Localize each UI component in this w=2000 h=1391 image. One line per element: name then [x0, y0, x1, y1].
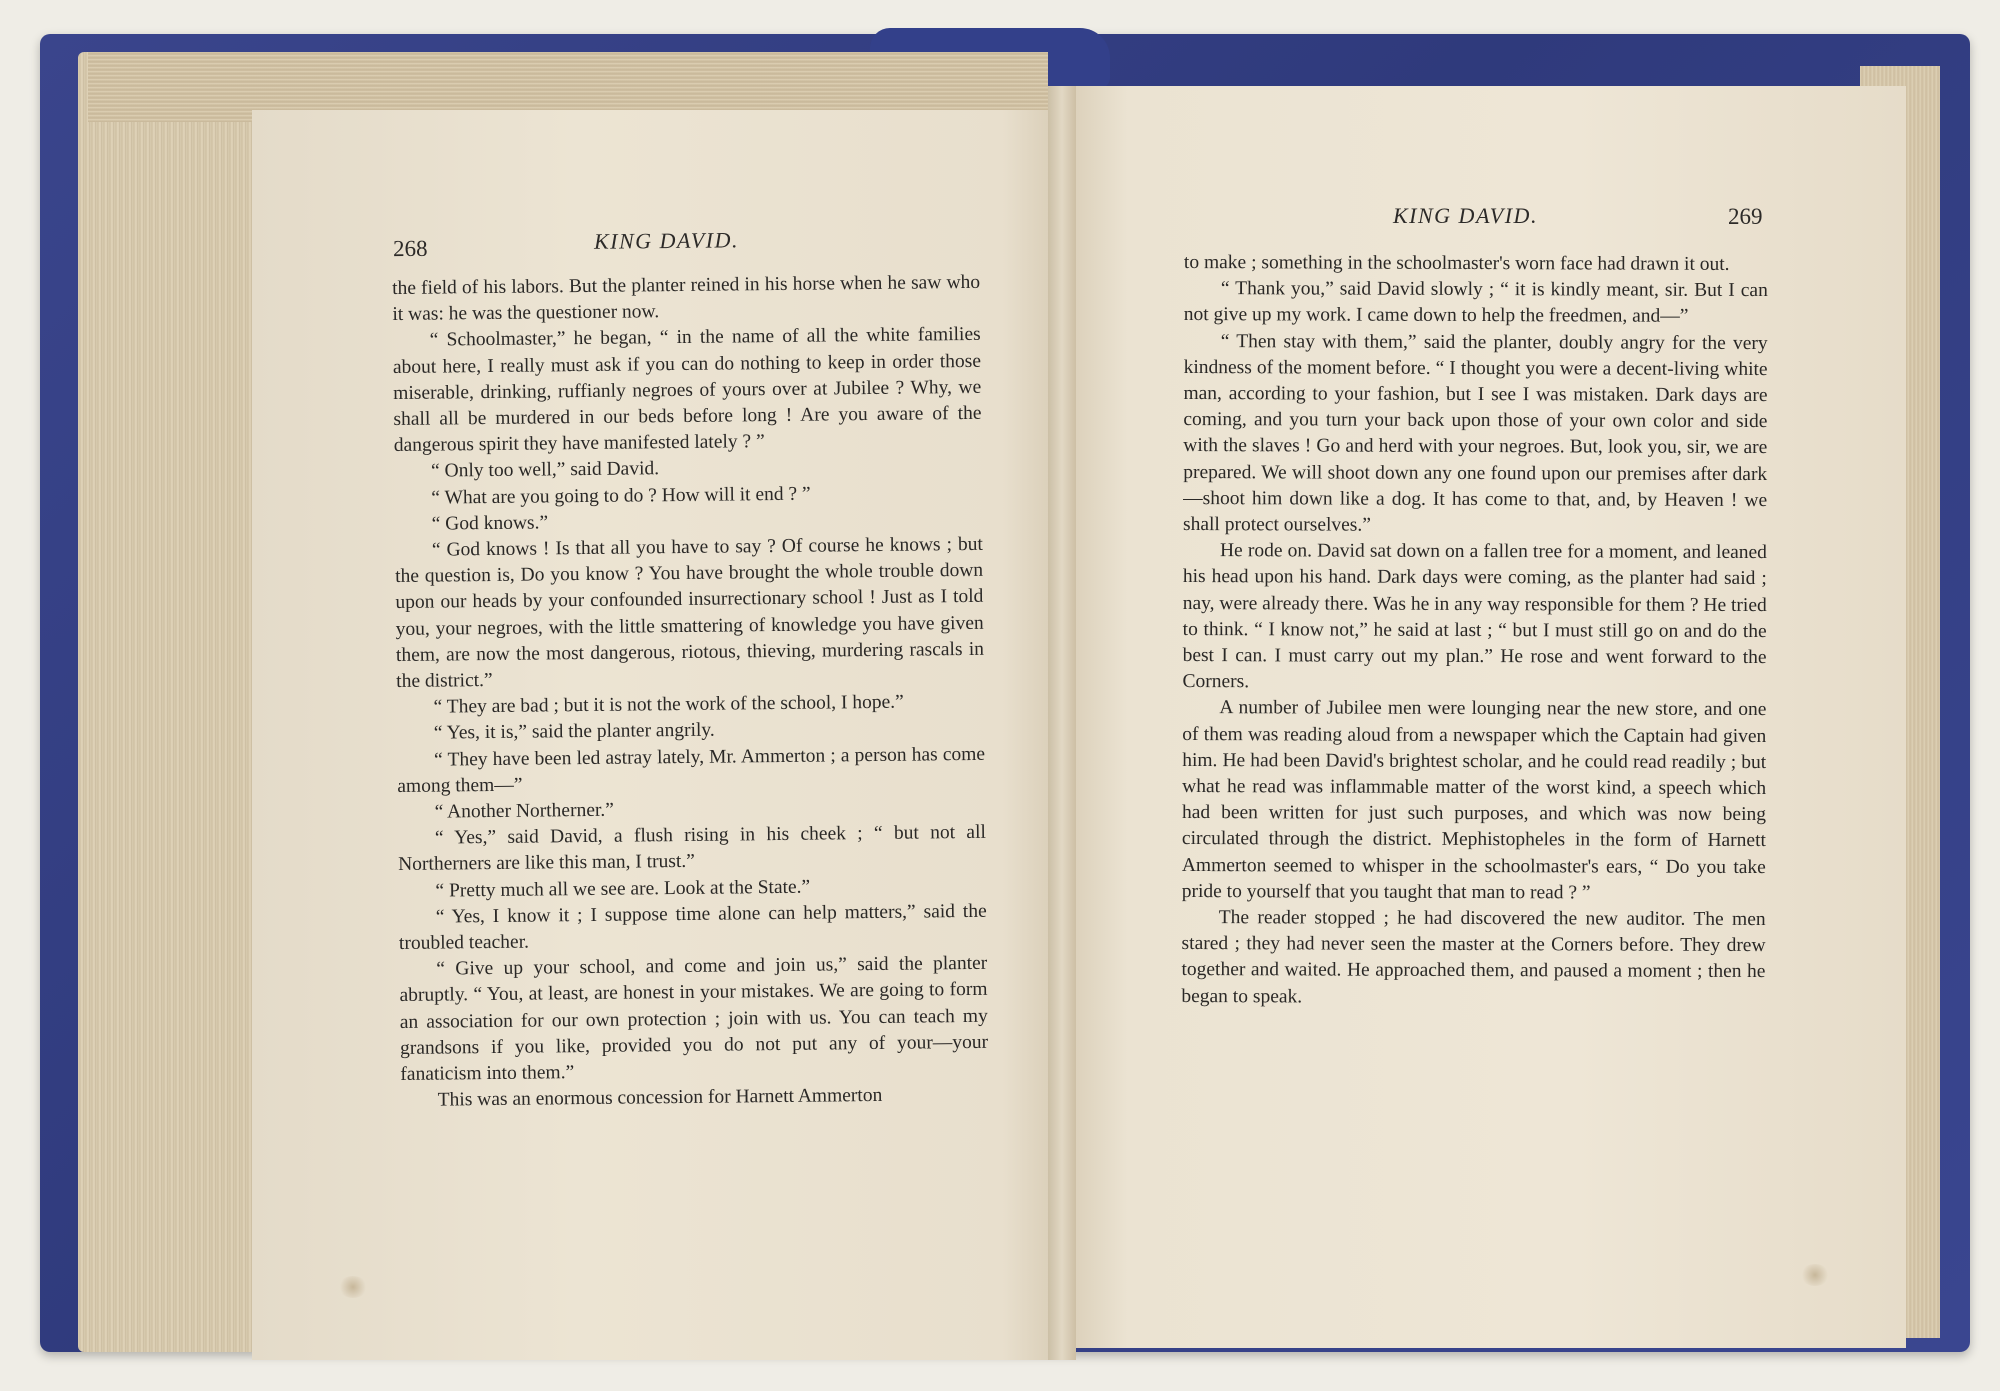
- paragraph: “ Pretty much all we see are. Look at the State.”: [435, 876, 811, 902]
- paragraph: He rode on. David sat down on a fallen tree for a moment, and leaned his head upon his hand. Dark days were coming, as the planter had said ; nay, were already there. Was he in any way responsible for them ? He tried to think. “ I know not,” he said at last ; “ but I must still go on and do the best I can. I must carry out my plan.” He rose and went forward to the Corners.: [1182, 540, 1767, 693]
- paragraph: This was an enormous concession for Harnett Ammerton: [437, 1085, 883, 1111]
- paragraph: “ Give up your school, and come and join us,” said the planter abruptly. “ You, at least, are honest in your mistakes. We are going to form an association for our own protection ; join with us. You can teach my grandsons if you like, provided you do not put any of your—your fanaticism into them.”: [399, 953, 989, 1086]
- paragraph: “ They have been led astray lately, Mr. Ammerton ; a person has come among them—”: [397, 743, 986, 797]
- paragraph: “ What are you going to do ? How will it end ? ”: [431, 483, 811, 509]
- paragraph: “ Only too well,” said David.: [430, 458, 660, 483]
- left-page-number: 268: [392, 235, 428, 262]
- paragraph: “ God knows ! Is that all you have to say ? Of course he knows ; but the question is, Do you know ? You have brought the whole trouble down upon our heads by your confounded insurrectionary school ! Just as I told you, your negroes, with the little smattering of knowledge you have given them, are now the most dangerous, riotous, thieving, murdering rascals in the district.”: [395, 533, 985, 693]
- paragraph: to make ; something in the schoolmaster's worn face had drawn it out.: [1183, 251, 1730, 275]
- paragraph: “ God knows.”: [431, 512, 549, 535]
- right-page-text: [1181, 250, 1768, 1012]
- paragraph: “ They are bad ; but it is not the work of the school, I hope.”: [433, 691, 904, 718]
- page-stain: [1800, 1264, 1830, 1286]
- paragraph: The reader stopped ; he had discovered the new auditor. The men stared ; they had never seen the master at the Corners before. They drew together and waited. He approached them, and paused a moment ; then he began to speak.: [1181, 907, 1766, 1008]
- paragraph: “ Yes,” said David, a flush rising in his cheek ; “ but not all Northerners are like this man, I trust.”: [398, 822, 986, 876]
- paragraph: “ Schoolmaster,” he began, “ in the name of all the white families about here, I really must ask if you can do nothing to keep in order those miserable, drinking, ruffianly negroes of yours over at Jubilee ? Why, we shall all be murdered in our beds before long ! Are you aware of the dangerous spirit they have manifested lately ? ”: [392, 324, 982, 457]
- paragraph: the field of his labors. But the planter reined in his horse when he saw who it was: he was the questioner now.: [392, 271, 981, 326]
- right-running-head: KING DAVID.: [1393, 203, 1538, 228]
- right-page-number: 269: [1728, 204, 1763, 229]
- paragraph: “ Thank you,” said David slowly ; “ it is kindly meant, sir. But I can not give up my work. I came down to help the freedmen, and—”: [1183, 278, 1768, 328]
- gutter: [1048, 86, 1076, 1360]
- paragraph: “ Yes, it is,” said the planter angrily.: [433, 720, 715, 745]
- page-stain: [338, 1276, 368, 1298]
- left-page-text: [392, 270, 989, 1115]
- left-running-head: KING DAVID.: [593, 227, 740, 254]
- paragraph: “ Yes, I know it ; I suppose time alone can help matters,” said the troubled teacher.: [398, 900, 987, 955]
- left-page-edges: [78, 52, 268, 1352]
- paragraph: A number of Jubilee men were lounging near the new store, and one of them was reading aloud from a newspaper which the Captain had given him. He had been David's brightest scholar, and he could read readily ; but what he read was inflammable matter of the worst kind, a speech which had been written for just such purposes, and which was now being circulated through the district. Mephistopheles in the form of Harnett Ammerton seemed to whisper in the schoolmaster's ears, “ Do you take pride to yourself that you taught that man to read ? ”: [1181, 697, 1767, 904]
- paragraph: “ Then stay with them,” said the planter, doubly angry for the very kindness of the moment before. “ I thought you were a decent-living white man, according to your fashion, but I see I was mistaken. Dark days are coming, and you turn your back upon those of your own color and side with the slaves ! Go and herd with your negroes. But, look you, sir, we are prepared. We will shoot down any one found upon our premises after dark—shoot him down like a dog. It has come to that, and, by Heaven ! we shall protect ourselves.”: [1183, 330, 1768, 536]
- paragraph: “ Another Northerner.”: [434, 799, 614, 823]
